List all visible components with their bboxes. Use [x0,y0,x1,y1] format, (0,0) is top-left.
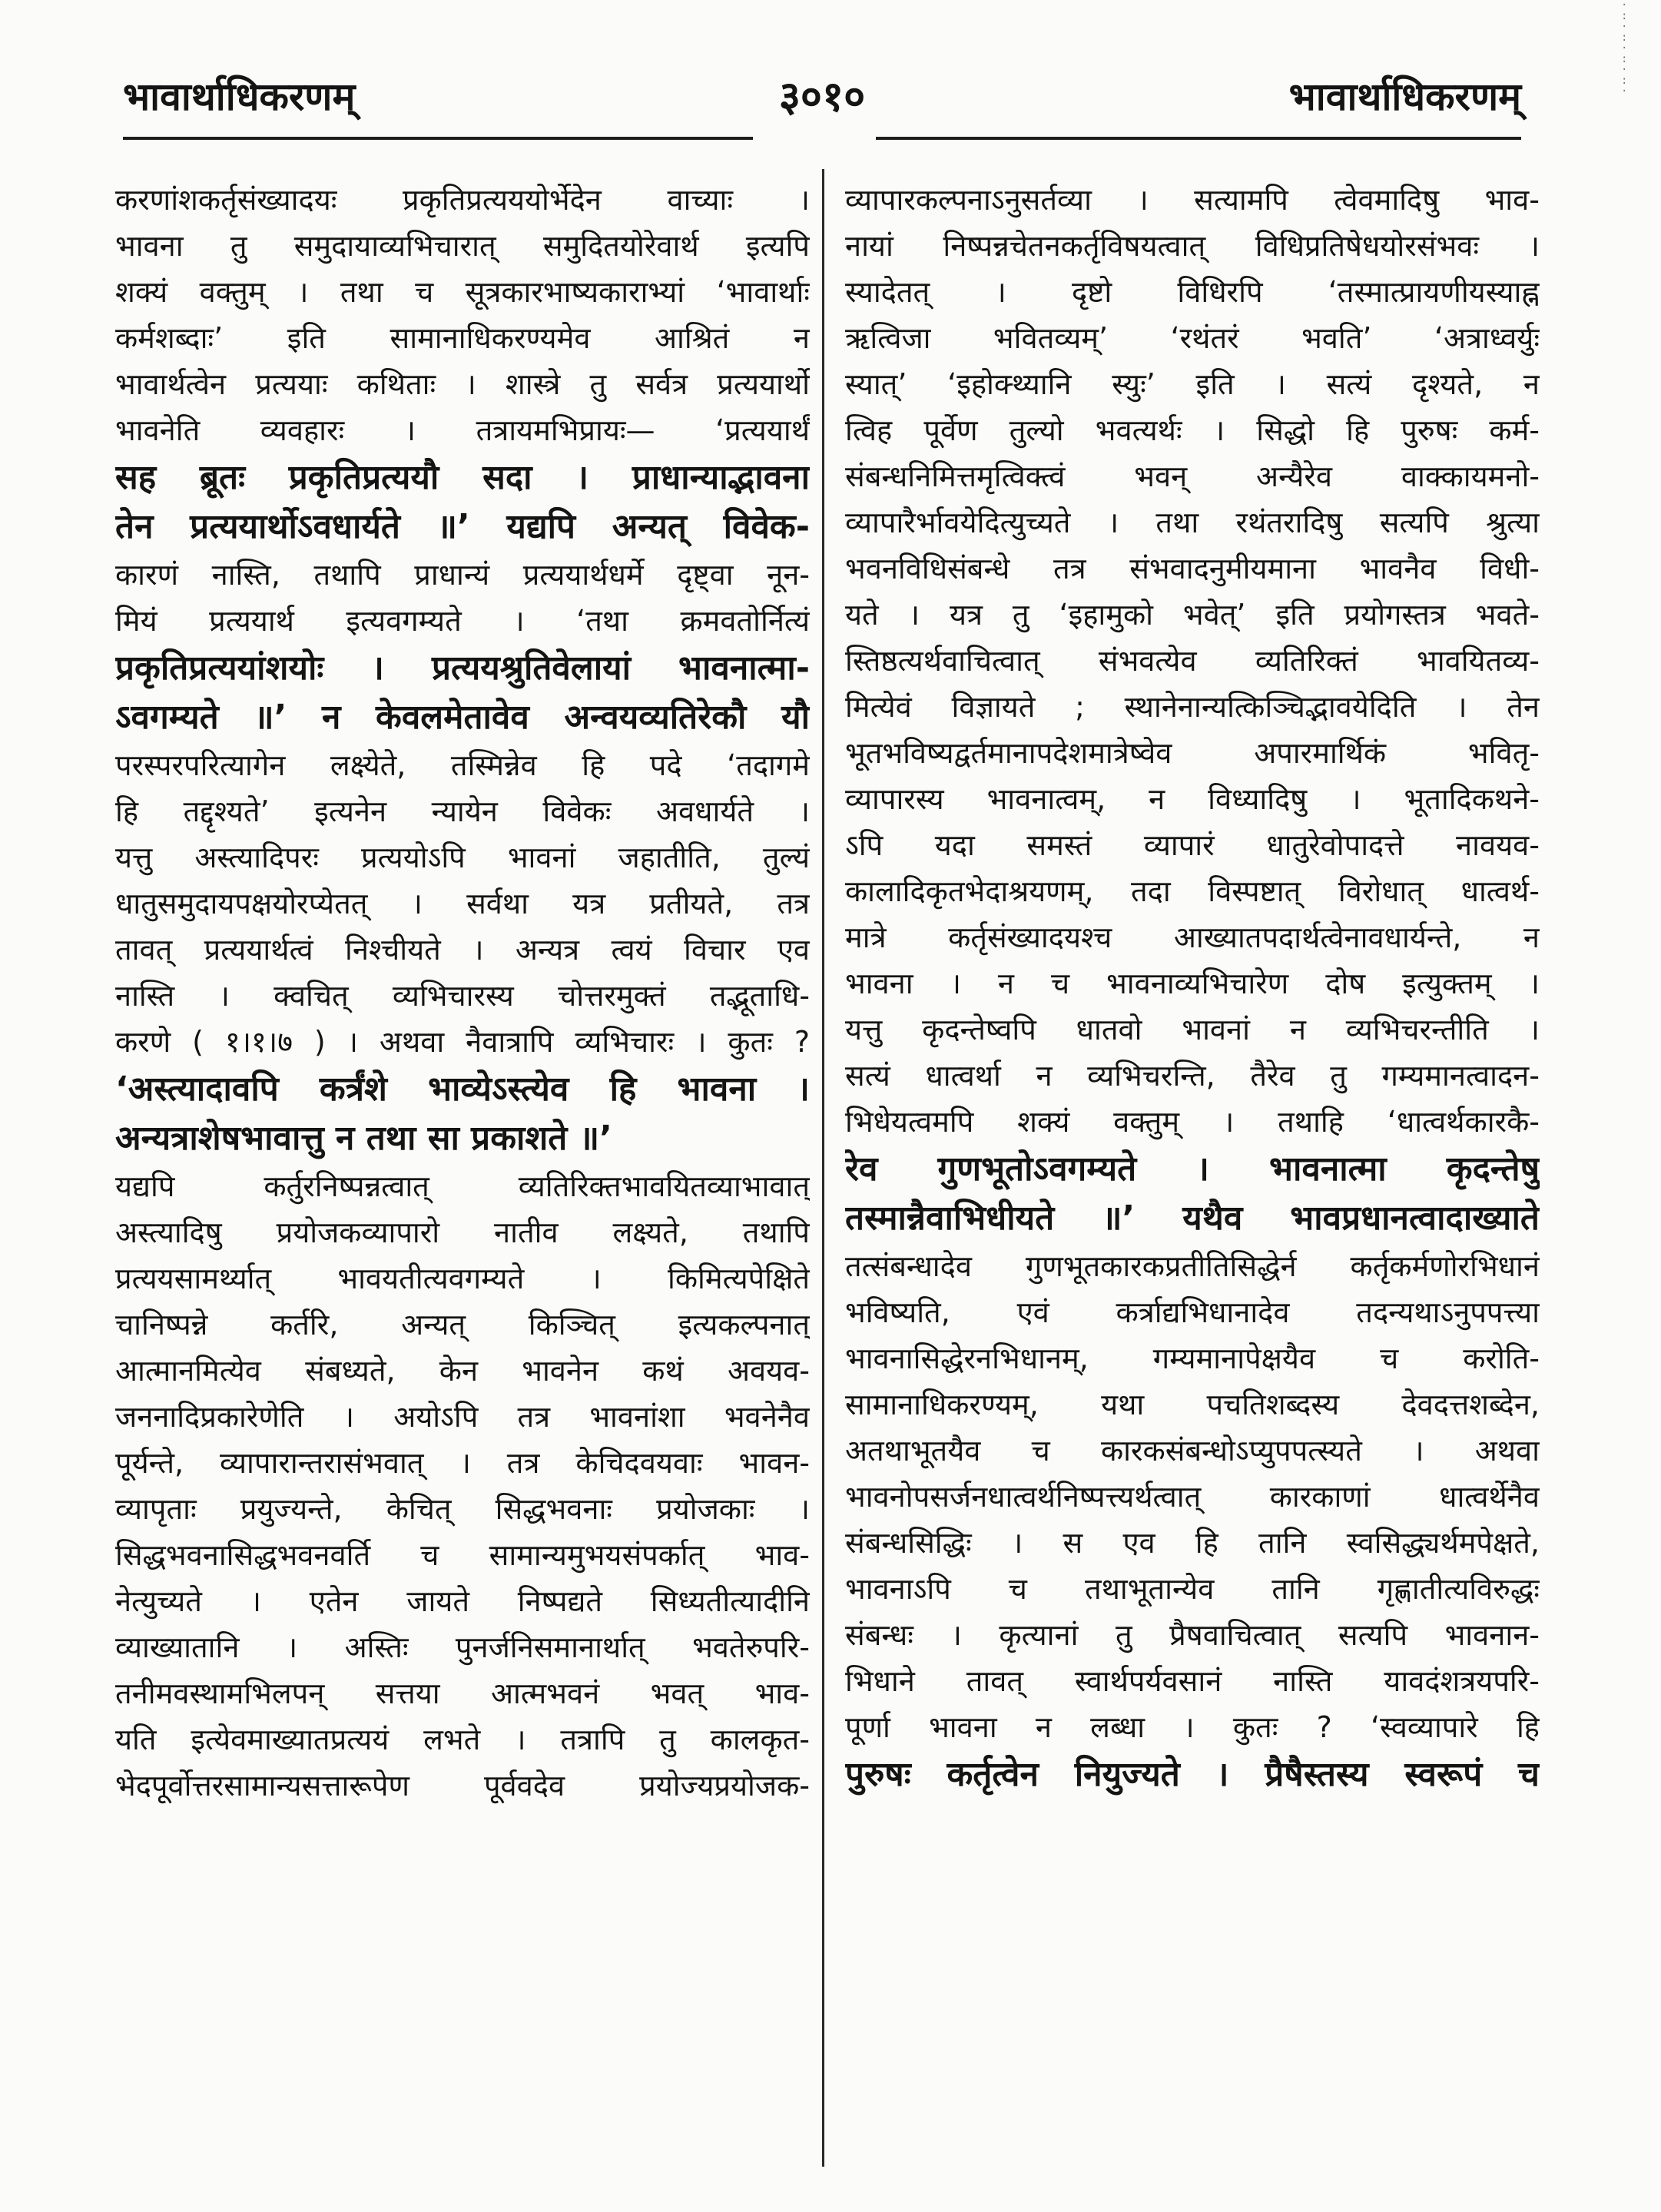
text-line: हि तद्दृश्यते’ इत्यनेन न्यायेन विवेकः अवधार्यते । [115,794,810,828]
text-line: भावना । न च भावनाव्यभिचारेण दोष इत्युक्तम् । [845,967,1540,1000]
text-line: आत्मानमित्येव संबध्यते, केन भावनेन कथं अवयव- [115,1354,810,1388]
text-line: भिधेयत्वमपि शक्यं वक्तुम् । तथाहि ‘धात्वर्थकारकै- [845,1105,1540,1139]
text-line: यति इत्येवमाख्यातप्रत्ययं लभते । तत्रापि तु कालकृत- [115,1723,810,1756]
text-line: मियं प्रत्ययार्थ इत्यवगम्यते । ‘तथा क्रमवतोर्नित्यं [115,604,810,638]
text-line: भावनेति व्यवहारः । तत्रायमभिप्रायः— ‘प्रत्ययार्थं [115,413,810,447]
text-line: अतथाभूतयैव च कारकसंबन्धोऽप्युपपत्स्यते । अथवा [845,1434,1540,1467]
text-line: कर्मशब्दाः’ इति सामानाधिकरण्यमेव आश्रितं न [115,321,810,355]
text-line: व्यापारकल्पनाऽनुसर्तव्या । सत्यामपि त्वेवमादिषु भाव- [845,183,1540,217]
page-number: ३०१० [778,72,866,121]
text-line: शक्यं वक्तुम् । तथा च सूत्रकारभाष्यकाराभ्यां ‘भावार्थाः [115,275,810,309]
text-line: स्तिष्ठत्यर्थवाचित्वात् संभवत्येव व्यतिरिक्तं भावयितव्य- [845,644,1540,678]
running-header [123,66,1521,135]
text-line: पूर्णा भावना न लब्धा । कुतः ? ‘स्वव्यापारे हि [845,1710,1540,1744]
text-line: मित्येवं विज्ञायते ; स्थानेनान्यत्किञ्चिद्भावयेदिति । तेन [845,690,1540,724]
text-line: भूतभविष्यद्वर्तमानापदेशमात्रेष्वेव अपारमार्थिकं भवितृ- [845,736,1540,770]
text-line: प्रत्ययसामर्थ्यात् भावयतीत्यवगम्यते । किमित्यपेक्षिते [115,1262,810,1295]
text-line: तस्मान्नैवाभिधीयते ॥’ यथैव भावप्रधानत्वादाख्याते [845,1199,1540,1238]
text-line: यद्यपि कर्तुरनिष्पन्नत्वात् व्यतिरिक्तभावयितव्याभावात् [115,1169,810,1203]
text-line: भावनोपसर्जनधात्वर्थनिष्पत्त्यर्थत्वात् कारकाणां धात्वर्थेनैव [845,1480,1540,1514]
text-line: भावार्थत्वेन प्रत्ययाः कथिताः । शास्त्रे तु सर्वत्र प्रत्ययार्थो [115,367,810,401]
text-line: यते । यत्र तु ‘इहामुको भवेत्’ इति प्रयोगस्तत्र भवते- [845,598,1540,632]
text-line: सामानाधिकरण्यम्, यथा पचतिशब्दस्य देवदत्तशब्देन, [845,1388,1540,1421]
text-line: ‘अस्त्यादावपि कर्त्रंशे भाव्येऽस्त्येव हि भावना । [115,1070,810,1109]
text-line: रेव गुणभूतोऽवगम्यते । भावनात्मा कृदन्तेषु [845,1149,1540,1189]
text-line: करणांशकर्तृसंख्यादयः प्रकृतिप्रत्यययोर्भेदेन वाच्याः । [115,183,810,217]
text-line: व्यापारैर्भावयेदित्युच्यते । तथा रथंतरादिषु सत्यपि श्रुत्या [845,506,1540,539]
text-line: ऽवगम्यते ॥’ न केवलमेतावेव अन्वयव्यतिरेकौ यौ [115,698,810,737]
text-line: यत्तु कृदन्तेष्वपि धातवो भावनां न व्यभिचरन्तीति । [845,1013,1540,1046]
text-line: करणे ( १।१।७ ) । अथवा नैवात्रापि व्यभिचारः । कुतः ? [115,1025,810,1059]
header-rule-right [876,137,1521,140]
text-line: अस्त्यादिषु प्रयोजकव्यापारो नातीव लक्ष्यते, तथापि [115,1215,810,1249]
text-line: पुरुषः कर्तृत्वेन नियुज्यते । प्रैषैस्तस्य स्वरूपं च [845,1755,1540,1794]
text-line: भावना तु समुदायाव्यभिचारात् समुदितयोरेवार्थ इत्यपि [115,229,810,263]
text-line: कारणं नास्ति, तथापि प्राधान्यं प्रत्ययार्थधर्मे दृष्ट्वा नून- [115,558,810,592]
text-line: मात्रे कर्तृसंख्यादयश्च आख्यातपदार्थत्वेनावधार्यन्ते, न [845,920,1540,954]
header-left-title: भावार्थाधिकरणम् [123,75,356,119]
text-line: जननादिप्रकारेणेति । अयोऽपि तत्र भावनांशा भवनेनैव [115,1400,810,1434]
text-line: स्यादेतत् । दृष्टो विधिरपि ‘तस्मात्प्रायणीयस्याह्न [845,275,1540,309]
text-line: ऋत्विजा भवितव्यम्’ ‘रथंतरं भवति’ ‘अत्राध्वर्युः [845,321,1540,355]
header-rule-left [123,137,753,140]
text-line: स्यात्’ ‘इहोक्थ्यानि स्युः’ इति । सत्यं दृश्यते, न [845,367,1540,401]
text-line: कालादिकृतभेदाश्रयणम्, तदा विस्पष्टात् विरोधात् धात्वर्थ- [845,874,1540,908]
text-line: चानिष्पन्ने कर्तरि, अन्यत् किञ्चित् इत्यकल्पनात् [115,1308,810,1341]
text-line: भेदपूर्वोत्तरसामान्यसत्तारूपेण पूर्ववदेव प्रयोज्यप्रयोजक- [115,1769,810,1802]
text-line: पूर्यन्ते, व्यापारान्तरासंभवात् । तत्र केचिदवयवाः भावन- [115,1446,810,1480]
text-line: अन्यत्राशेषभावात्तु न तथा सा प्रकाशते ॥’ [115,1119,612,1158]
text-line: प्रकृतिप्रत्ययांशयोः । प्रत्ययश्रुतिवेलायां भावनात्मा- [115,648,810,688]
text-line: धातुसमुदायपक्षयोरप्येतत् । सर्वथा यत्र प्रतीयते, तत्र [115,887,810,920]
text-line: नास्ति । क्वचित् व्यभिचारस्य चोत्तरमुक्तं तद्भूताधि- [115,979,810,1013]
text-line: यत्तु अस्त्यादिपरः प्रत्ययोऽपि भावनां जहातीति, तुल्यं [115,841,810,874]
scan-edge-marks: · : · : · : · : · [1621,0,1628,98]
right-text-column [845,177,1540,2174]
column-divider [822,169,824,2167]
text-line: भवनविधिसंबन्धे तत्र संभवादनुमीयमाना भावनैव विधी- [845,552,1540,585]
text-line: भावनाऽपि च तथाभूतान्येव तानि गृह्णातीत्यविरुद्धः [845,1572,1540,1606]
text-line: संबन्धसिद्धिः । स एव हि तानि स्वसिद्ध्यर्थमपेक्षते, [845,1526,1540,1560]
text-line: सह ब्रूतः प्रकृतिप्रत्ययौ सदा । प्राधान्याद्भावना [115,458,810,497]
text-line: सिद्धभवनासिद्धभवनवर्ति च सामान्यमुभयसंपर्कात् भाव- [115,1538,810,1572]
text-line: तत्संबन्धादेव गुणभूतकारकप्रतीतिसिद्धेर्न कर्तृकर्मणोरभिधानं [845,1249,1540,1283]
header-right-title: भावार्थाधिकरणम् [1288,75,1521,119]
text-line: भिधाने तावत् स्वार्थपर्यवसानं नास्ति यावदंशत्रयपरि- [845,1664,1540,1698]
text-line: नायां निष्पन्नचेतनकर्तृविषयत्वात् विधिप्रतिषेधयोरसंभवः । [845,229,1540,263]
text-line: तनीमवस्थामभिलपन् सत्तया आत्मभवनं भवत् भाव- [115,1676,810,1710]
text-line: परस्परपरित्यागेन लक्ष्येते, तस्मिन्नेव हि पदे ‘तदागमे [115,748,810,782]
text-line: व्यापृताः प्रयुज्यन्ते, केचित् सिद्धभवनाः प्रयोजकाः । [115,1492,810,1526]
text-line: सत्यं धात्वर्था न व्यभिचरन्ति, तैरेव तु गम्यमानत्वादन- [845,1059,1540,1093]
text-line: भावनासिद्धेरनभिधानम्, गम्यमानापेक्षयैव च करोति- [845,1341,1540,1375]
text-line: नेत्युच्यते । एतेन जायते निष्पद्यते सिध्यतीत्यादीनि [115,1584,810,1618]
text-line: त्विह पूर्वेण तुल्यो भवत्यर्थः । सिद्धो हि पुरुषः कर्म- [845,413,1540,447]
text-line: ऽपि यदा समस्तं व्यापारं धातुरेवोपादत्ते नावयव- [845,828,1540,862]
text-line: संबन्धनिमित्तमृत्विक्त्वं भवन् अन्यैरेव वाक्कायमनो- [845,459,1540,493]
text-line: व्याख्यातानि । अस्तिः पुनर्जनिसमानार्थात् भवतेरुपरि- [115,1630,810,1664]
left-text-column [115,177,810,2174]
text-line: तावत् प्रत्ययार्थत्वं निश्चीयते । अन्यत्र त्वयं विचार एव [115,933,810,967]
text-line: भविष्यति, एवं कर्त्राद्यभिधानादेव तदन्यथाऽनुपपत्त्या [845,1295,1540,1329]
text-line: तेन प्रत्ययार्थोऽवधार्यते ॥’ यद्यपि अन्यत् विवेक- [115,507,810,546]
text-line: व्यापारस्य भावनात्वम्, न विध्यादिषु । भूतादिकथने- [845,782,1540,816]
text-line: संबन्धः । कृत्यानां तु प्रैषवाचित्वात् सत्यपि भावनान- [845,1618,1540,1652]
